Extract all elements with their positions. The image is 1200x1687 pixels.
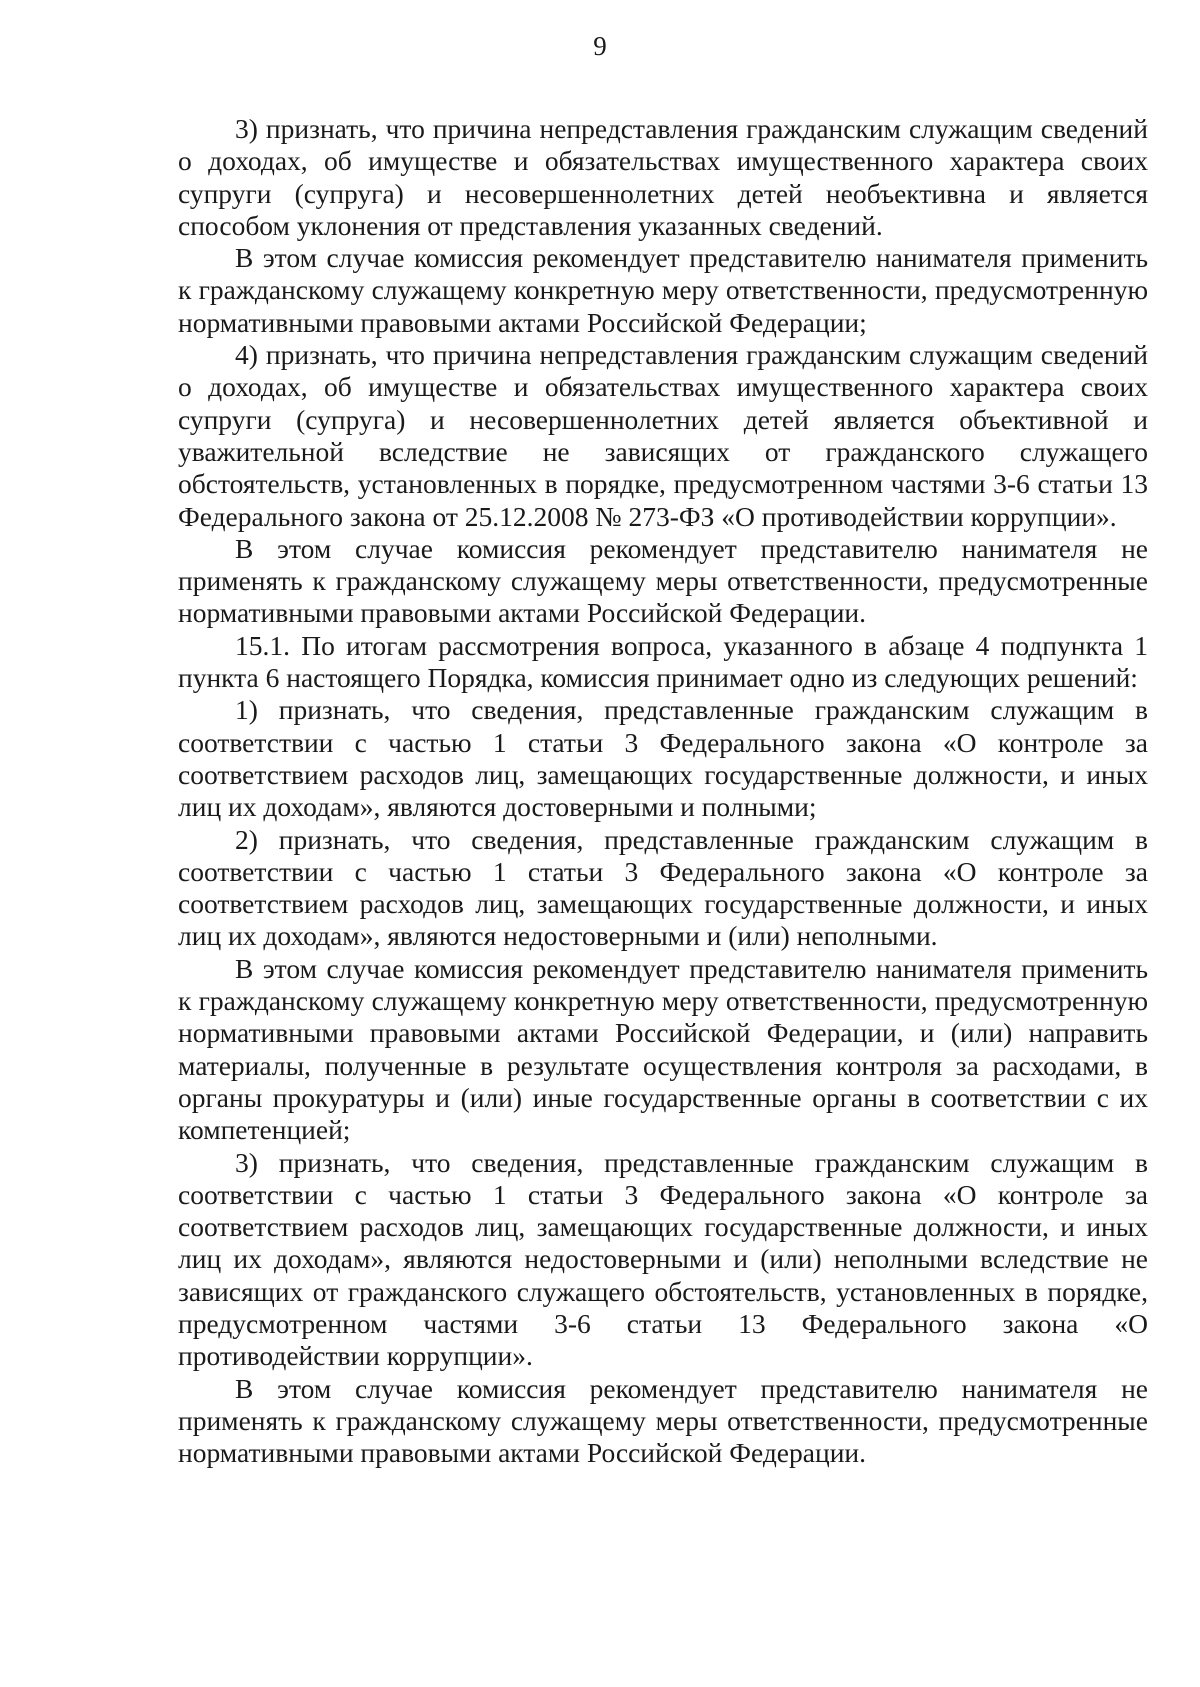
paragraph-recommend-apply-or-send: В этом случае комиссия рекомендует представителю нанимателя применить к гражданскому служащему конкретную меру ответственности, предусмотренную нормативными правовыми актами Российской Федерации, и (или) направить материалы, полученные в результате осуществления контроля за расходами, в органы прокуратуры и (или) иные государственные органы в соответствии с их компетенцией; — [178, 952, 1148, 1146]
paragraph-item-3-unobjective: 3) признать, что причина непредставления гражданским служащим сведений о доходах, об имуществе и обязательствах имущественного характера своих супруги (супруга) и несовершеннолетних детей необъективна и является способом уклонения от представления указанных сведений. — [178, 113, 1148, 241]
paragraph-15-1-item-3: 3) признать, что сведения, представленные гражданским служащим в соответствии с частью 1 статьи 3 Федерального закона «О контроле за соответствием расходов лиц, замещающих государственные должности, и иных лиц их доходам», являются недостоверными и (или) неполными вследствие не зависящих от гражданского служащего обстоятельств, установленных в порядке, предусмотренном частями 3-6 статьи 13 Федерального закона «О противодействии коррупции». — [178, 1146, 1148, 1372]
paragraph-recommend-not-apply-final: В этом случае комиссия рекомендует представителю нанимателя не применять к гражданскому служащему меры ответственности, предусмотренные нормативными правовыми актами Российской Федерации. — [178, 1372, 1148, 1469]
paragraph-recommend-not-apply: В этом случае комиссия рекомендует представителю нанимателя не применять к гражданскому служащему меры ответственности, предусмотренные нормативными правовыми актами Российской Федерации. — [178, 532, 1148, 629]
paragraph-15-1-item-1: 1) признать, что сведения, представленные гражданским служащим в соответствии с частью 1 статьи 3 Федерального закона «О контроле за соответствием расходов лиц, замещающих государственные должности, и иных лиц их доходам», являются достоверными и полными; — [178, 694, 1148, 823]
document-body — [178, 113, 1148, 1469]
paragraph-item-4-objective: 4) признать, что причина непредставления гражданским служащим сведений о доходах, об имуществе и обязательствах имущественного характера своих супруги (супруга) и несовершеннолетних детей является объективной и уважительной вследствие не зависящих от гражданского служащего обстоятельств, установленных в порядке, предусмотренном частями 3-6 статьи 13 Федерального закона от 25.12.2008 № 273-ФЗ «О противодействии коррупции». — [178, 339, 1148, 532]
paragraph-recommend-apply-measure: В этом случае комиссия рекомендует представителю нанимателя применить к гражданскому служащему конкретную меру ответственности, предусмотренную нормативными правовыми актами Российской Федерации; — [178, 242, 1148, 338]
paragraph-15-1-intro: 15.1. По итогам рассмотрения вопроса, указанного в абзаце 4 подпункта 1 пункта 6 настоящего Порядка, комиссия принимает одно из следующих решений: — [178, 629, 1148, 694]
page-number: 9 — [593, 31, 607, 61]
paragraph-15-1-item-2: 2) признать, что сведения, представленные гражданским служащим в соответствии с частью 1 статьи 3 Федерального закона «О контроле за соответствием расходов лиц, замещающих государственные должности, и иных лиц их доходам», являются недостоверными и (или) неполными. — [178, 823, 1148, 952]
